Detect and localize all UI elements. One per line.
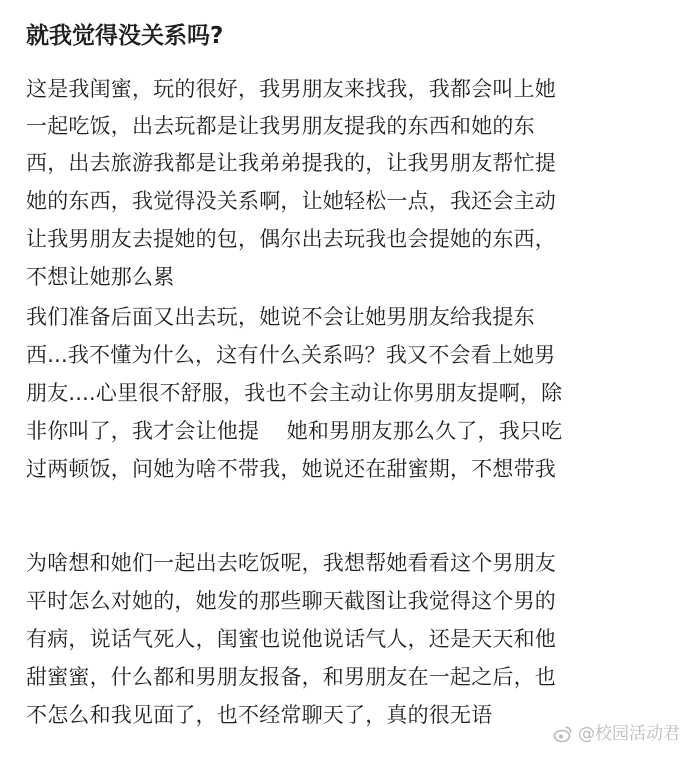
text-line: 西...我不懂为什么，这有什么关系吗？我又不会看上她男 [26, 343, 556, 367]
watermark [553, 723, 680, 745]
text-line: 有病，说话气死人，闺蜜也说他说话气人，还是天天和他 [26, 627, 556, 651]
text-line: 不想让她那么累 [26, 265, 175, 289]
text-line: 她的东西，我觉得没关系啊，让她轻松一点，我还会主动 [26, 189, 556, 213]
text-line: 西，出去旅游我都是让我弟弟提我的，让我男朋友帮忙提 [26, 151, 556, 175]
weibo-icon [553, 724, 573, 744]
watermark-text: @校园活动君 [578, 724, 680, 744]
text-line: 过两顿饭，问她为啥不带我，她说还在甜蜜期，不想带我 [26, 457, 556, 481]
post-title: 就我觉得没关系吗? [26, 23, 224, 49]
text-line: 我们准备后面又出去玩，她说不会让她男朋友给我提东 [26, 305, 535, 329]
text-line: 平时怎么对她的，她发的那些聊天截图让我觉得这个男的 [26, 589, 556, 613]
text-line: 非你叫了，我才会让他提 她和男朋友那么久了，我只吃 [26, 419, 563, 443]
text-line: 让我男朋友去提她的包，偶尔出去玩我也会提她的东西， [26, 227, 556, 251]
text-line: 为啥想和她们一起出去吃饭呢，我想帮她看看这个男朋友 [26, 551, 556, 575]
text-line: 甜蜜蜜，什么都和男朋友报备，和男朋友在一起之后，也 [26, 665, 556, 689]
text-line: 不怎么和我见面了，也不经常聊天了，真的很无语 [26, 703, 493, 727]
text-line: 朋友....心里很不舒服，我也不会主动让你男朋友提啊，除 [26, 381, 563, 405]
text-line: 一起吃饭，出去玩都是让我男朋友提我的东西和她的东 [26, 114, 535, 138]
text-line: 这是我闺蜜，玩的很好，我男朋友来找我，我都会叫上她 [26, 77, 556, 101]
